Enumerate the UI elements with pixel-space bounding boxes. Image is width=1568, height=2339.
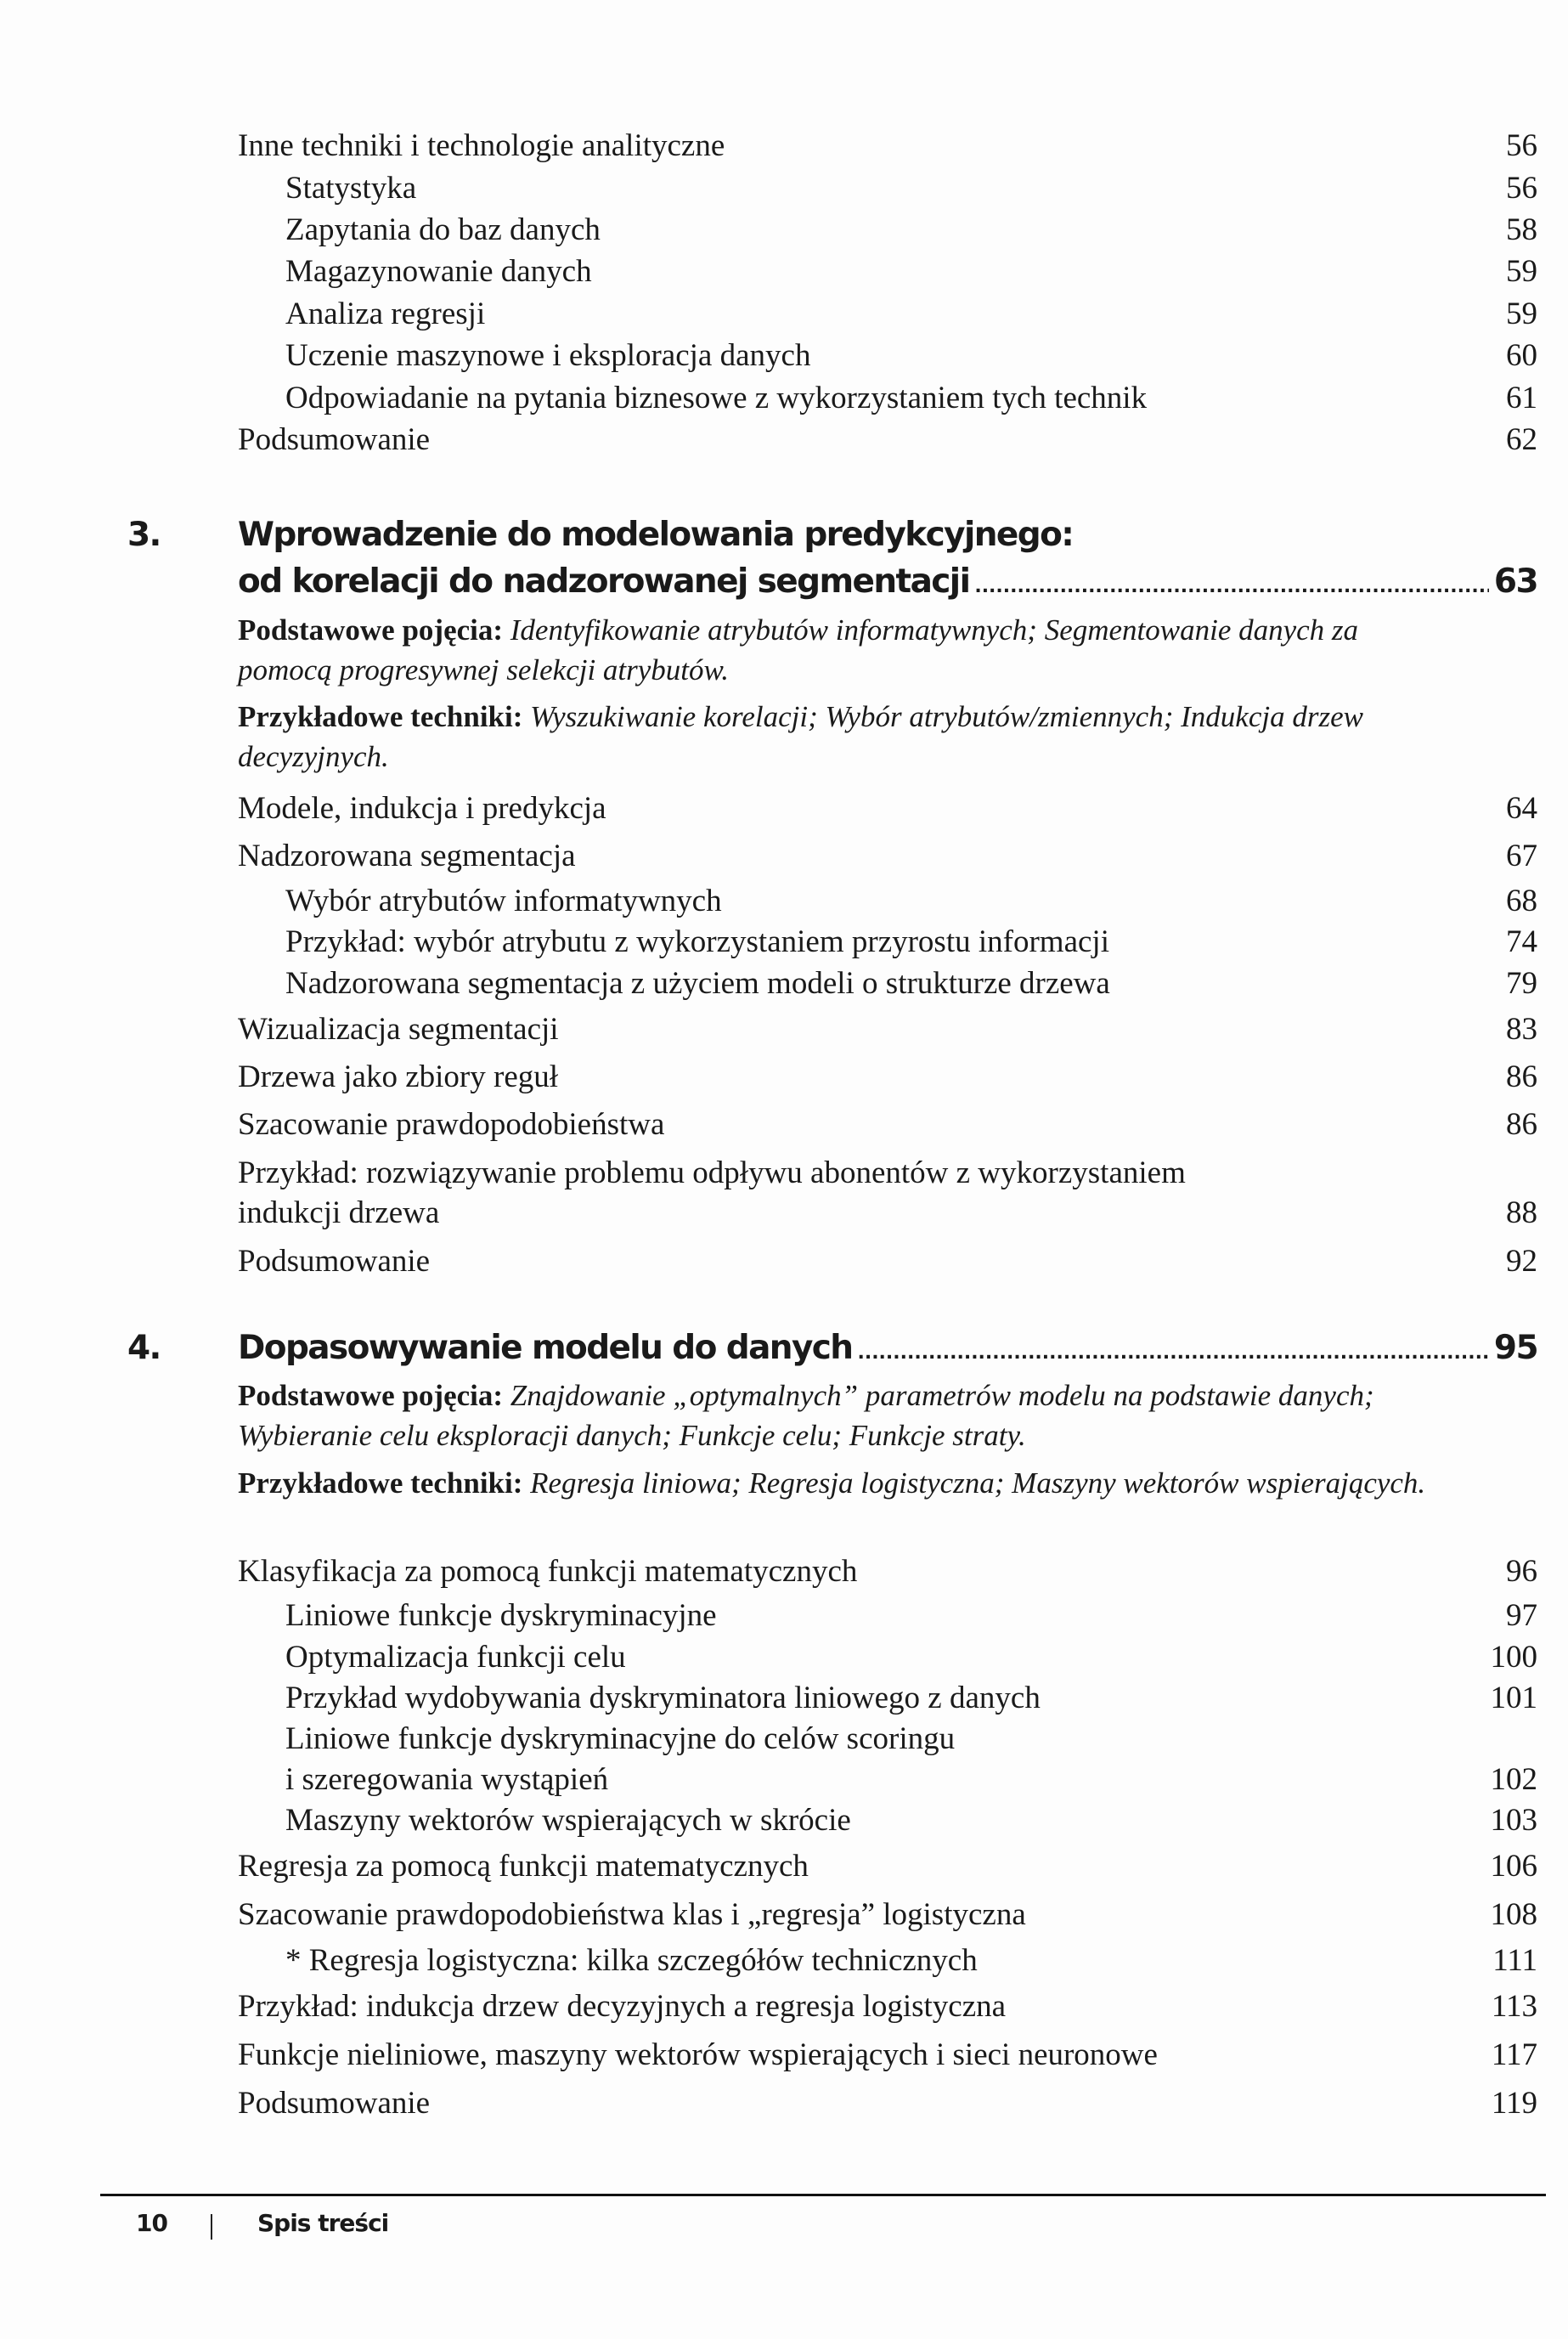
toc-entry-page: 101 xyxy=(1490,1681,1537,1715)
footer-rule xyxy=(100,2194,1546,2196)
toc-entry[interactable] xyxy=(285,294,1537,335)
toc-entry-label: i szeregowania wystąpień xyxy=(285,1762,609,1797)
toc-entry-page: 56 xyxy=(1506,171,1537,206)
toc-entry-page: 88 xyxy=(1506,1195,1537,1230)
toc-entry-label: Nadzorowana segmentacja z użyciem modeli o strukturze drzewa xyxy=(285,966,1110,1001)
concepts-value: Identyfikowanie atrybutów informatywnych; Segmentowanie danych za pomocą progresywnej selekcji atrybutów. xyxy=(238,613,1359,686)
toc-entry-label: Magazynowanie danych xyxy=(285,254,592,289)
toc-entry-page: 59 xyxy=(1506,297,1537,331)
toc-entry[interactable] xyxy=(238,2035,1537,2076)
dot-leader xyxy=(974,566,1489,608)
toc-entry[interactable] xyxy=(238,1057,1537,1098)
toc-entry-label: Odpowiadanie na pytania biznesowe z wykorzystaniem tych technik xyxy=(285,381,1148,415)
toc-entry-label: Liniowe funkcje dyskryminacyjne xyxy=(285,1598,717,1633)
toc-entry[interactable] xyxy=(285,963,1537,1004)
toc-entry[interactable] xyxy=(285,1678,1537,1719)
toc-entry[interactable] xyxy=(285,378,1537,419)
footer-section-title: Spis treści xyxy=(257,2209,389,2237)
concepts-value: Znajdowanie „optymalnych” parametrów modelu na podstawie danych; Wybieranie celu eksploracji danych; Funkcje celu; Funkcje straty. xyxy=(238,1379,1374,1452)
toc-entry-label: Drzewa jako zbiory reguł xyxy=(238,1059,559,1094)
toc-entry-label: Optymalizacja funkcji celu xyxy=(285,1640,626,1675)
toc-entry-page: 79 xyxy=(1506,966,1537,1001)
toc-entry-label: Szacowanie prawdopodobieństwa klas i „regresja” logistyczna xyxy=(238,1897,1026,1932)
chapter-page: 95 xyxy=(1493,1329,1537,1367)
toc-entry-page: 62 xyxy=(1506,422,1537,457)
toc-entry-page: 64 xyxy=(1506,791,1537,826)
toc-entry-page: 100 xyxy=(1490,1640,1537,1675)
chapter-3-techniques xyxy=(238,697,1444,777)
dot-leader xyxy=(857,1332,1488,1375)
toc-entry[interactable] xyxy=(238,2083,1537,2124)
toc-entry-label: Funkcje nieliniowe, maszyny wektorów wspierających i sieci neuronowe xyxy=(238,2037,1158,2072)
toc-entry-page: 92 xyxy=(1506,1244,1537,1279)
toc-entry-page: 102 xyxy=(1490,1762,1537,1797)
techniques-value: Wyszukiwanie korelacji; Wybór atrybutów/zmiennych; Indukcja drzew decyzyjnych. xyxy=(238,700,1363,773)
chapter-3-concepts xyxy=(238,610,1444,690)
toc-entry-page: 111 xyxy=(1492,1943,1537,1978)
toc-entry[interactable] xyxy=(238,1153,1537,1194)
chapter-title-line1: Wprowadzenie do modelowania predykcyjnego: xyxy=(238,516,1074,554)
toc-entry[interactable] xyxy=(285,1800,1537,1841)
toc-entry-label: Podsumowanie xyxy=(238,1244,431,1279)
toc-entry-page: 83 xyxy=(1506,1012,1537,1047)
techniques-key: Przykładowe techniki: xyxy=(238,1466,523,1500)
toc-entry-page: 106 xyxy=(1490,1849,1537,1884)
toc-entry-label: Analiza regresji xyxy=(285,297,486,331)
toc-entry[interactable] xyxy=(238,126,1537,167)
toc-entry-page: 103 xyxy=(1490,1803,1537,1838)
chapter-title-line2: od korelacji do nadzorowanej segmentacji xyxy=(238,562,970,601)
toc-entry[interactable] xyxy=(238,1009,1537,1050)
toc-entry-page: 119 xyxy=(1491,2086,1537,2121)
toc-entry-page: 56 xyxy=(1506,128,1537,163)
toc-entry-page: 117 xyxy=(1491,2037,1537,2072)
toc-entry-label: Uczenie maszynowe i eksploracja danych xyxy=(285,338,811,373)
toc-entry[interactable] xyxy=(238,1193,1537,1234)
toc-entry[interactable] xyxy=(285,1596,1537,1636)
toc-entry-label: Maszyny wektorów wspierających w skrócie xyxy=(285,1803,851,1838)
toc-entry-page: 58 xyxy=(1506,212,1537,247)
toc-entry[interactable] xyxy=(285,210,1537,251)
toc-entry-label: Wizualizacja segmentacji xyxy=(238,1012,559,1047)
toc-entry-label: Przykład: indukcja drzew decyzyjnych a regresja logistyczna xyxy=(238,1989,1007,2024)
toc-entry[interactable] xyxy=(285,1719,1537,1760)
toc-entry-label: Statystyka xyxy=(285,171,417,206)
toc-entry-page: 86 xyxy=(1506,1059,1537,1094)
toc-entry-label: Regresja za pomocą funkcji matematycznych xyxy=(238,1849,809,1884)
toc-entry-label: Przykład wydobywania dyskryminatora liniowego z danych xyxy=(285,1681,1041,1715)
toc-entry[interactable] xyxy=(238,788,1537,829)
toc-entry[interactable] xyxy=(238,1105,1537,1145)
toc-entry-page: 59 xyxy=(1506,254,1537,289)
toc-entry[interactable] xyxy=(238,1895,1537,1935)
toc-entry-label: Przykład: rozwiązywanie problemu odpływu abonentów z wykorzystaniem xyxy=(238,1155,1186,1190)
toc-entry[interactable] xyxy=(238,1551,1537,1592)
toc-entry[interactable] xyxy=(285,881,1537,922)
toc-entry[interactable] xyxy=(285,1941,1537,1981)
concepts-key: Podstawowe pojęcia: xyxy=(238,1379,504,1412)
toc-entry[interactable] xyxy=(238,1846,1537,1887)
toc-entry-label: Klasyfikacja za pomocą funkcji matematycznych xyxy=(238,1554,858,1589)
toc-entry-page: 86 xyxy=(1506,1107,1537,1142)
toc-entry[interactable] xyxy=(285,336,1537,376)
toc-entry[interactable] xyxy=(238,420,1537,460)
toc-entry-label: Zapytania do baz danych xyxy=(285,212,601,247)
toc-entry-label: * Regresja logistyczna: kilka szczegółów technicznych xyxy=(285,1943,978,1978)
toc-entry-label: Szacowanie prawdopodobieństwa xyxy=(238,1107,665,1142)
toc-entry-label: Podsumowanie xyxy=(238,422,431,457)
toc-entry[interactable] xyxy=(238,836,1537,877)
toc-entry-page: 68 xyxy=(1506,884,1537,918)
footer-page-number: 10 xyxy=(136,2209,167,2237)
toc-entry-page: 74 xyxy=(1506,924,1537,959)
toc-entry-label: Liniowe funkcje dyskryminacyjne do celów scoringu xyxy=(285,1721,956,1756)
toc-entry[interactable] xyxy=(285,168,1537,209)
toc-entry-page: 67 xyxy=(1506,839,1537,873)
toc-entry-label: Podsumowanie xyxy=(238,2086,431,2121)
toc-entry[interactable] xyxy=(238,1241,1537,1282)
footer-separator xyxy=(211,2214,212,2240)
techniques-value: Regresja liniowa; Regresja logistyczna; Maszyny wektorów wspierających. xyxy=(530,1466,1426,1500)
toc-entry[interactable] xyxy=(285,922,1537,963)
toc-entry-page: 97 xyxy=(1506,1598,1537,1633)
chapter-page: 63 xyxy=(1493,562,1537,601)
toc-entry-label: Modele, indukcja i predykcja xyxy=(238,791,606,826)
chapter-number: 4. xyxy=(127,1329,161,1367)
chapter-number: 3. xyxy=(127,516,161,554)
toc-entry[interactable] xyxy=(285,251,1537,292)
chapter-4-techniques xyxy=(238,1463,1444,1503)
toc-entry-page: 61 xyxy=(1506,381,1537,415)
toc-entry[interactable] xyxy=(285,1637,1537,1678)
techniques-key: Przykładowe techniki: xyxy=(238,700,523,733)
toc-entry-label: Inne techniki i technologie analityczne xyxy=(238,128,725,163)
chapter-title: Dopasowywanie modelu do danych xyxy=(238,1329,853,1367)
toc-entry[interactable] xyxy=(285,1760,1537,1800)
chapter-4-concepts xyxy=(238,1376,1444,1455)
toc-entry-page: 96 xyxy=(1506,1554,1537,1589)
toc-entry[interactable] xyxy=(238,1986,1537,2027)
toc-entry-label: Nadzorowana segmentacja xyxy=(238,839,576,873)
toc-entry-page: 60 xyxy=(1506,338,1537,373)
toc-entry-page: 108 xyxy=(1490,1897,1537,1932)
toc-entry-page: 113 xyxy=(1491,1989,1537,2024)
concepts-key: Podstawowe pojęcia: xyxy=(238,613,504,647)
toc-entry-label: indukcji drzewa xyxy=(238,1195,440,1230)
toc-entry-label: Przykład: wybór atrybutu z wykorzystaniem przyrostu informacji xyxy=(285,924,1109,959)
toc-entry-label: Wybór atrybutów informatywnych xyxy=(285,884,722,918)
